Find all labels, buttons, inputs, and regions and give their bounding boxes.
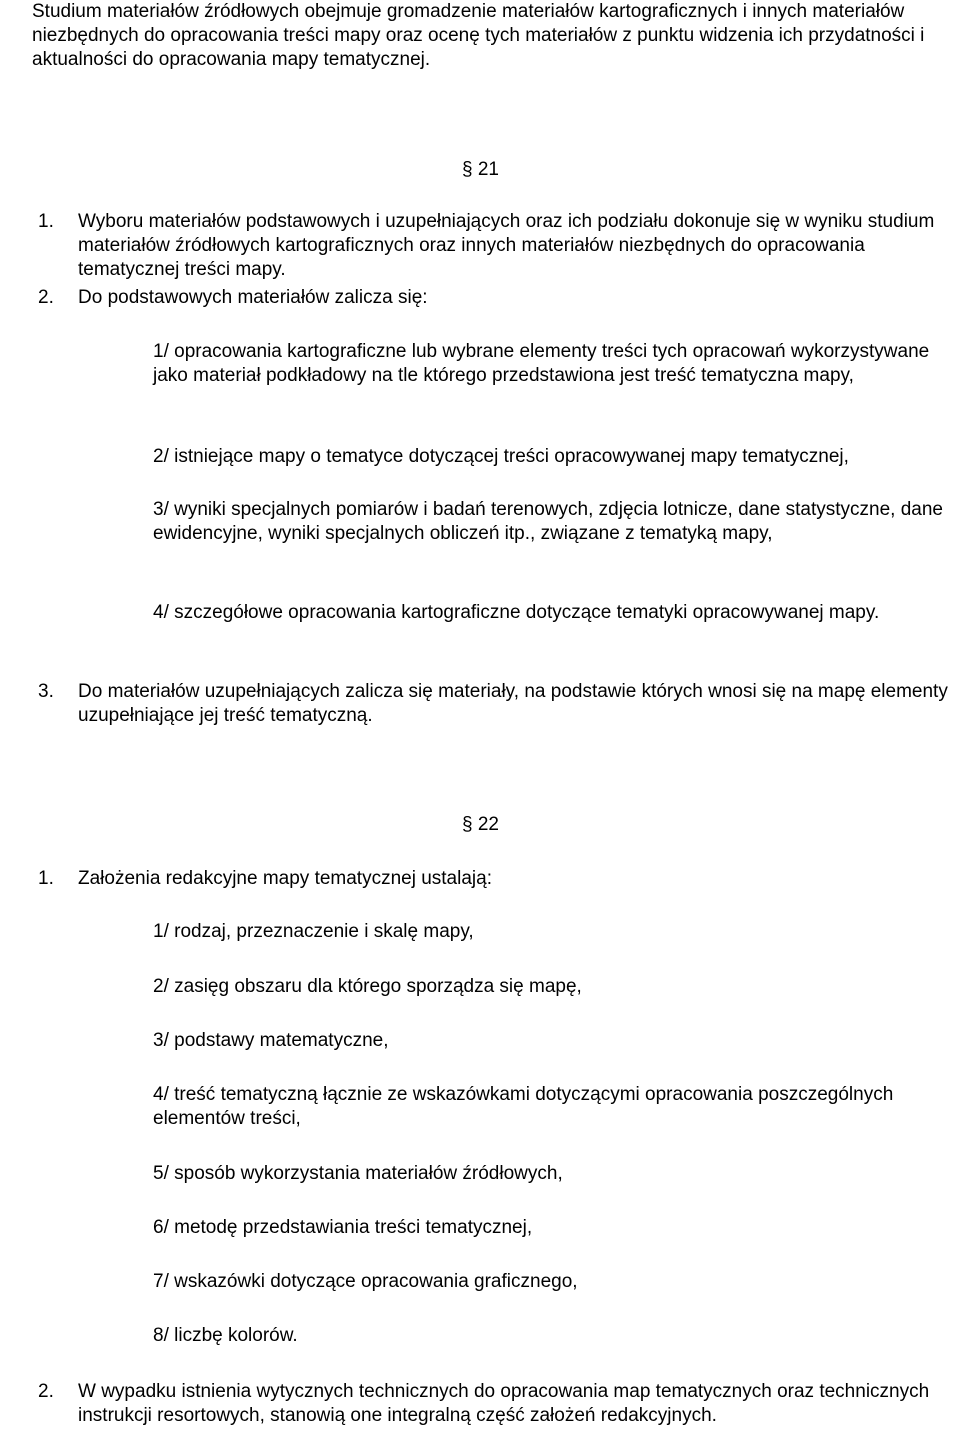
section-22-subitem-3: 3/ podstawy matematyczne,	[153, 1030, 389, 1051]
section-heading-22: § 22	[462, 814, 499, 835]
item-text: Do materiałów uzupełniających zalicza się materiały, na podstawie których wnosi się na mapę elementy uzupełniające jej treść tematyczną.	[78, 681, 948, 726]
item-text: W wypadku istnienia wytycznych technicznych do opracowania map tematycznych oraz technicznych instrukcji resortowych, stanowią one integralną część założeń redakcyjnych.	[78, 1381, 930, 1426]
item-text: Do podstawowych materiałów zalicza się:	[78, 287, 428, 308]
section-21-subitem-3: 3/ wyniki specjalnych pomiarów i badań terenowych, zdjęcia lotnicze, dane statystyczne, dane ewidencyjne, wyniki specjalnych obliczeń itp., związane z tematyką mapy,	[153, 499, 943, 544]
item-number: 1.	[38, 868, 54, 889]
section-22-subitem-6: 6/ metodę przedstawiania treści tematycznej,	[153, 1217, 533, 1238]
intro-paragraph: Studium materiałów źródłowych obejmuje gromadzenie materiałów kartograficznych i innych materiałów niezbędnych do opracowania treści mapy oraz ocenę tych materiałów z punktu widzenia ich przydatności i aktualności do opracowania mapy tematycznej.	[32, 1, 925, 70]
item-number: 2.	[38, 287, 54, 308]
item-text: Wyboru materiałów podstawowych i uzupełniających oraz ich podziału dokonuje się w wyniku studium materiałów źródłowych kartograficznych oraz innych materiałów niezbędnych do opracowania tematycznej treści mapy.	[78, 211, 935, 280]
section-heading-21: § 21	[462, 159, 499, 180]
section-21-subitem-2: 2/ istniejące mapy o tematyce dotyczącej treści opracowywanej mapy tematycznej,	[153, 446, 849, 467]
item-number: 3.	[38, 681, 54, 702]
section-22-subitem-5: 5/ sposób wykorzystania materiałów źródłowych,	[153, 1163, 563, 1184]
item-number: 1.	[38, 211, 54, 232]
section-22-subitem-7: 7/ wskazówki dotyczące opracowania graficznego,	[153, 1271, 578, 1292]
item-number: 2.	[38, 1381, 54, 1402]
item-text: Założenia redakcyjne mapy tematycznej ustalają:	[78, 868, 492, 889]
section-22-subitem-4: 4/ treść tematyczną łącznie ze wskazówkami dotyczącymi opracowania poszczególnych elementów treści,	[153, 1084, 894, 1129]
section-22-subitem-1: 1/ rodzaj, przeznaczenie i skalę mapy,	[153, 921, 474, 942]
section-22-subitem-2: 2/ zasięg obszaru dla którego sporządza się mapę,	[153, 976, 582, 997]
section-22-subitem-8: 8/ liczbę kolorów.	[153, 1325, 298, 1346]
section-21-subitem-4: 4/ szczegółowe opracowania kartograficzne dotyczące tematyki opracowywanej mapy.	[153, 602, 880, 623]
section-21-subitem-1: 1/ opracowania kartograficzne lub wybrane elementy treści tych opracowań wykorzystywane jako materiał podkładowy na tle którego przedstawiona jest treść tematyczna mapy,	[153, 341, 930, 386]
